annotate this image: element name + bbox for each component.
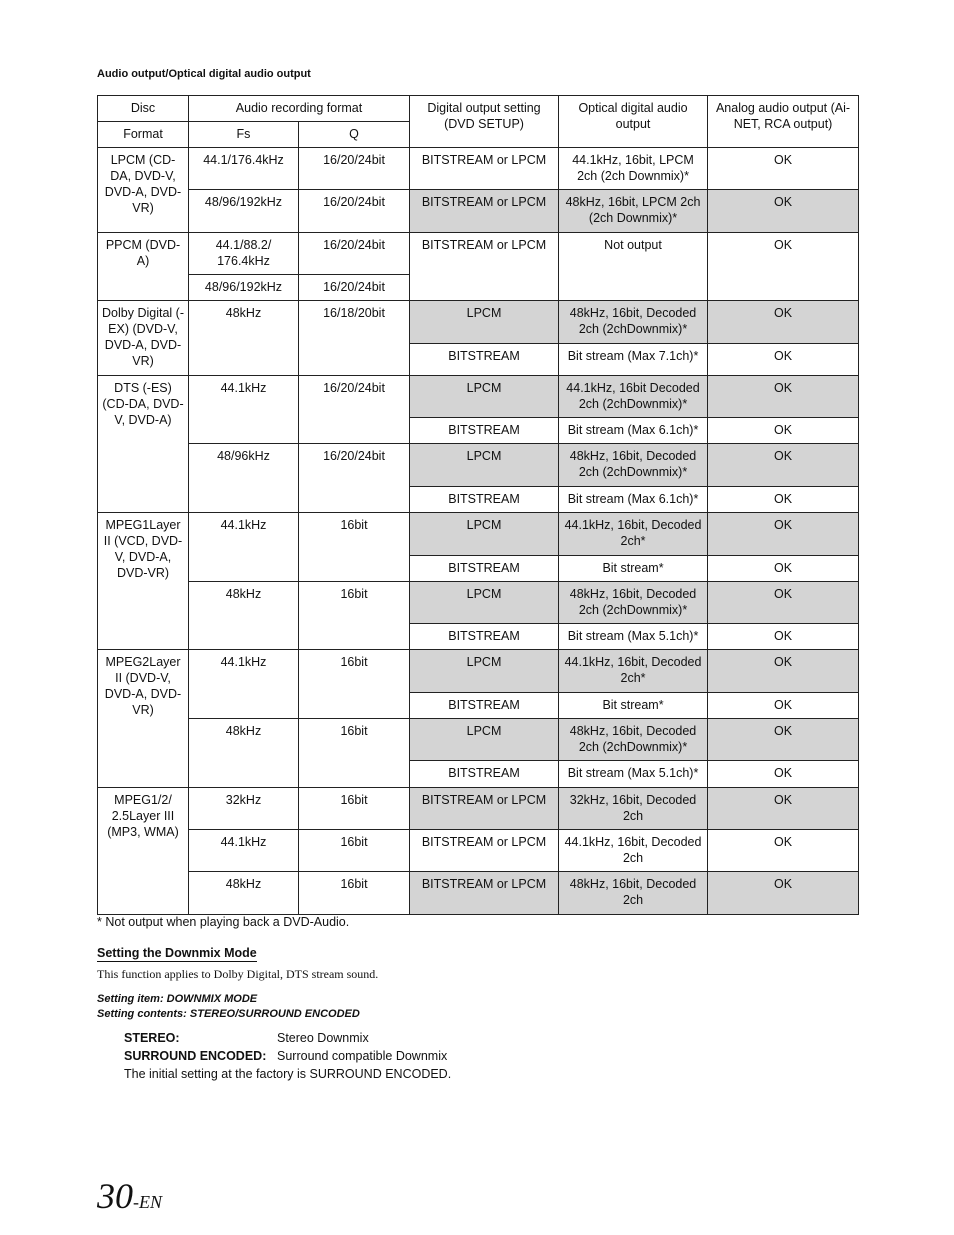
optical-output-cell: Not output xyxy=(559,233,708,301)
fs-cell: 44.1/88.2/ 176.4kHz xyxy=(189,233,299,275)
section-title: Audio output/Optical digital audio output xyxy=(97,68,311,80)
downmix-description: This function applies to Dolby Digital, DTS stream sound. xyxy=(97,967,379,981)
header-format: Format xyxy=(98,122,189,148)
analog-output-cell: OK xyxy=(708,761,859,788)
digital-output-cell: BITSTREAM or LPCM xyxy=(410,872,559,915)
setting-contents: Setting contents: STEREO/SURROUND ENCODED xyxy=(97,1008,360,1020)
page-number-value: 30 xyxy=(97,1176,133,1216)
q-cell: 16bit xyxy=(299,582,410,650)
option-row xyxy=(124,1047,451,1065)
optical-output-cell: 48kHz, 16bit, Decoded 2ch xyxy=(559,872,708,915)
digital-output-cell: BITSTREAM xyxy=(410,418,559,444)
header-fs: Fs xyxy=(189,122,299,148)
fs-cell: 44.1kHz xyxy=(189,376,299,444)
optical-output-cell: 48kHz, 16bit, LPCM 2ch (2ch Downmix)* xyxy=(559,190,708,233)
q-cell: 16bit xyxy=(299,719,410,788)
format-cell: Dolby Digital (-EX) (DVD-V, DVD-A, DVD-VR) xyxy=(98,301,189,376)
fs-cell: 48/96/192kHz xyxy=(189,275,299,301)
footnote: * Not output when playing back a DVD-Audio. xyxy=(97,915,350,929)
digital-output-cell: BITSTREAM xyxy=(410,344,559,376)
analog-output-cell: OK xyxy=(708,582,859,624)
fs-cell: 48kHz xyxy=(189,582,299,650)
q-cell: 16/18/20bit xyxy=(299,301,410,376)
digital-output-cell: LPCM xyxy=(410,376,559,418)
q-cell: 16/20/24bit xyxy=(299,376,410,444)
setting-item: Setting item: DOWNMIX MODE xyxy=(97,993,258,1005)
optical-output-cell: Bit stream (Max 7.1ch)* xyxy=(559,344,708,376)
downmix-options xyxy=(124,1029,451,1083)
page-number-suffix: -EN xyxy=(133,1192,162,1212)
fs-cell: 32kHz xyxy=(189,788,299,830)
q-cell: 16/20/24bit xyxy=(299,233,410,275)
optical-output-cell: Bit stream (Max 5.1ch)* xyxy=(559,624,708,650)
optical-output-cell: 44.1kHz, 16bit, Decoded 2ch* xyxy=(559,650,708,693)
setting-info xyxy=(97,992,360,1022)
header-q: Q xyxy=(299,122,410,148)
fs-cell: 44.1kHz xyxy=(189,830,299,872)
analog-output-cell: OK xyxy=(708,376,859,418)
q-cell: 16bit xyxy=(299,788,410,830)
optical-output-cell: Bit stream* xyxy=(559,556,708,582)
table-row xyxy=(98,148,859,190)
option-key: STEREO: xyxy=(124,1031,180,1045)
optical-output-cell: 48kHz, 16bit, Decoded 2ch (2chDownmix)* xyxy=(559,582,708,624)
analog-output-cell: OK xyxy=(708,301,859,344)
table-row xyxy=(98,233,859,275)
analog-output-cell: OK xyxy=(708,650,859,693)
q-cell: 16/20/24bit xyxy=(299,275,410,301)
digital-output-cell: LPCM xyxy=(410,650,559,693)
digital-output-cell: BITSTREAM xyxy=(410,761,559,788)
optical-output-cell: 44.1kHz, 16bit Decoded 2ch (2chDownmix)* xyxy=(559,376,708,418)
q-cell: 16bit xyxy=(299,872,410,915)
fs-cell: 44.1/176.4kHz xyxy=(189,148,299,190)
analog-output-cell: OK xyxy=(708,190,859,233)
optical-output-cell: 48kHz, 16bit, Decoded 2ch (2chDownmix)* xyxy=(559,719,708,761)
analog-output-cell: OK xyxy=(708,344,859,376)
header-analog-output: Analog audio output (Ai-NET, RCA output) xyxy=(708,96,859,148)
optical-output-cell: Bit stream* xyxy=(559,693,708,719)
optical-output-cell: 48kHz, 16bit, Decoded 2ch (2chDownmix)* xyxy=(559,301,708,344)
q-cell: 16bit xyxy=(299,830,410,872)
table-row xyxy=(98,788,859,830)
format-cell: MPEG1/2/ 2.5Layer III (MP3, WMA) xyxy=(98,788,189,915)
format-cell: PPCM (DVD-A) xyxy=(98,233,189,301)
optical-output-cell: 44.1kHz, 16bit, LPCM 2ch (2ch Downmix)* xyxy=(559,148,708,190)
header-audio-recording-format: Audio recording format xyxy=(189,96,410,122)
q-cell: 16/20/24bit xyxy=(299,190,410,233)
digital-output-cell: LPCM xyxy=(410,513,559,556)
optical-output-cell: Bit stream (Max 6.1ch)* xyxy=(559,418,708,444)
fs-cell: 48/96kHz xyxy=(189,444,299,513)
digital-output-cell: LPCM xyxy=(410,719,559,761)
digital-output-cell: BITSTREAM or LPCM xyxy=(410,788,559,830)
fs-cell: 48kHz xyxy=(189,301,299,376)
q-cell: 16/20/24bit xyxy=(299,444,410,513)
analog-output-cell: OK xyxy=(708,513,859,556)
digital-output-cell: LPCM xyxy=(410,444,559,487)
analog-output-cell: OK xyxy=(708,148,859,190)
option-row xyxy=(124,1029,451,1047)
table-row xyxy=(98,719,859,761)
page-number xyxy=(97,1175,162,1217)
option-value: Surround compatible Downmix xyxy=(277,1049,448,1063)
digital-output-cell: BITSTREAM or LPCM xyxy=(410,233,559,301)
digital-output-cell: BITSTREAM or LPCM xyxy=(410,830,559,872)
digital-output-cell: BITSTREAM or LPCM xyxy=(410,190,559,233)
format-cell: MPEG2Layer II (DVD-V, DVD-A, DVD-VR) xyxy=(98,650,189,788)
analog-output-cell: OK xyxy=(708,487,859,513)
analog-output-cell: OK xyxy=(708,719,859,761)
digital-output-cell: BITSTREAM xyxy=(410,624,559,650)
table-row xyxy=(98,872,859,915)
header-optical-output: Optical digital audio output xyxy=(559,96,708,148)
fs-cell: 48kHz xyxy=(189,719,299,788)
optical-output-cell: 44.1kHz, 16bit, Decoded 2ch xyxy=(559,830,708,872)
optical-output-cell: Bit stream (Max 5.1ch)* xyxy=(559,761,708,788)
table-row xyxy=(98,513,859,556)
optical-output-cell: 48kHz, 16bit, Decoded 2ch (2chDownmix)* xyxy=(559,444,708,487)
fs-cell: 44.1kHz xyxy=(189,650,299,719)
q-cell: 16bit xyxy=(299,513,410,582)
table-row xyxy=(98,650,859,693)
table-row xyxy=(98,444,859,487)
digital-output-cell: BITSTREAM or LPCM xyxy=(410,148,559,190)
analog-output-cell: OK xyxy=(708,418,859,444)
header-disc: Disc xyxy=(98,96,189,122)
analog-output-cell: OK xyxy=(708,788,859,830)
format-cell: DTS (-ES) (CD-DA, DVD-V, DVD-A) xyxy=(98,376,189,513)
fs-cell: 48/96/192kHz xyxy=(189,190,299,233)
analog-output-cell: OK xyxy=(708,556,859,582)
optical-output-cell: 32kHz, 16bit, Decoded 2ch xyxy=(559,788,708,830)
digital-output-cell: LPCM xyxy=(410,582,559,624)
digital-output-cell: LPCM xyxy=(410,301,559,344)
analog-output-cell: OK xyxy=(708,693,859,719)
initial-setting-note: The initial setting at the factory is SURROUND ENCODED. xyxy=(124,1067,452,1081)
analog-output-cell: OK xyxy=(708,624,859,650)
digital-output-cell: BITSTREAM xyxy=(410,487,559,513)
q-cell: 16bit xyxy=(299,650,410,719)
analog-output-cell: OK xyxy=(708,233,859,301)
downmix-heading: Setting the Downmix Mode xyxy=(97,946,257,960)
header-digital-output: Digital output setting (DVD SETUP) xyxy=(410,96,559,148)
digital-output-cell: BITSTREAM xyxy=(410,556,559,582)
table-row xyxy=(98,582,859,624)
table-row xyxy=(98,376,859,418)
analog-output-cell: OK xyxy=(708,444,859,487)
format-cell: LPCM (CD-DA, DVD-V, DVD-A, DVD-VR) xyxy=(98,148,189,233)
audio-output-table xyxy=(97,95,859,915)
table-row xyxy=(98,190,859,233)
format-cell: MPEG1Layer II (VCD, DVD-V, DVD-A, DVD-VR) xyxy=(98,513,189,650)
analog-output-cell: OK xyxy=(708,830,859,872)
table-row xyxy=(98,830,859,872)
option-value: Stereo Downmix xyxy=(277,1031,369,1045)
fs-cell: 48kHz xyxy=(189,872,299,915)
option-key: SURROUND ENCODED: xyxy=(124,1049,267,1063)
optical-output-cell: 44.1kHz, 16bit, Decoded 2ch* xyxy=(559,513,708,556)
analog-output-cell: OK xyxy=(708,872,859,915)
digital-output-cell: BITSTREAM xyxy=(410,693,559,719)
header-row xyxy=(98,96,859,122)
optical-output-cell: Bit stream (Max 6.1ch)* xyxy=(559,487,708,513)
fs-cell: 44.1kHz xyxy=(189,513,299,582)
table-row xyxy=(98,301,859,344)
q-cell: 16/20/24bit xyxy=(299,148,410,190)
